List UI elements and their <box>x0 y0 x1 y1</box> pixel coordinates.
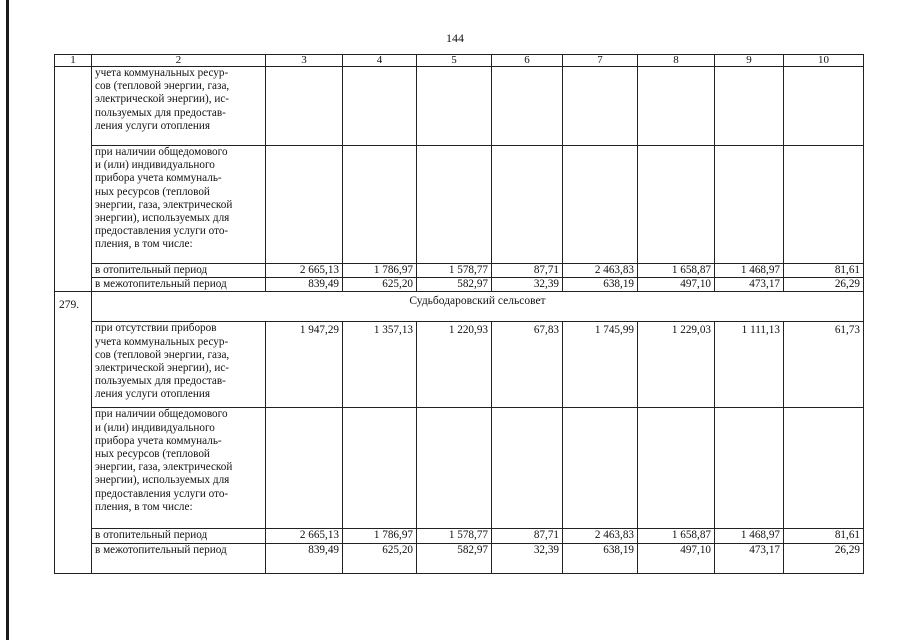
value-cell: 1 658,87 <box>638 264 715 278</box>
value-cell: 1 578,77 <box>417 264 492 278</box>
value-cell: 81,61 <box>784 529 864 543</box>
header-cell: 6 <box>492 55 563 67</box>
value-cell: 2 665,13 <box>266 264 343 278</box>
header-cell: 10 <box>784 55 864 67</box>
value-cell: 638,19 <box>563 278 638 292</box>
value-cell: 625,20 <box>343 543 417 573</box>
value-cell: 582,97 <box>417 278 492 292</box>
value-cell: 1 786,97 <box>343 264 417 278</box>
value-cell: 839,49 <box>266 543 343 573</box>
value-cell: 582,97 <box>417 543 492 573</box>
value-cell: 638,19 <box>563 543 638 573</box>
value-cell: 1 111,13 <box>715 322 784 408</box>
table-row <box>55 529 864 543</box>
value-cell: 87,71 <box>492 529 563 543</box>
value-cell: 2 665,13 <box>266 529 343 543</box>
value-cell: 87,71 <box>492 264 563 278</box>
section-title-row <box>55 292 864 322</box>
value-cell: 1 947,29 <box>266 322 343 408</box>
table-row <box>55 67 864 146</box>
header-cell: 4 <box>343 55 417 67</box>
header-cell: 8 <box>638 55 715 67</box>
value-cell: 32,39 <box>492 543 563 573</box>
value-cell: 497,10 <box>638 278 715 292</box>
value-cell: 625,20 <box>343 278 417 292</box>
value-cell: 2 463,83 <box>563 264 638 278</box>
header-cell: 7 <box>563 55 638 67</box>
value-cell: 26,29 <box>784 278 864 292</box>
value-cell: 1 357,13 <box>343 322 417 408</box>
value-cell: 473,17 <box>715 543 784 573</box>
row-label: при наличии общедомового и (или) индивидуального прибора учета коммуналь- ных ресурсов (тепловой энергии, газа, электрической энергии), используемых для предоставления услуги ото- пления, в том числе: <box>92 408 266 529</box>
value-cell: 32,39 <box>492 278 563 292</box>
section-title: Судьбодаровский сельсовет <box>92 292 864 322</box>
header-row <box>55 55 864 67</box>
value-cell: 1 220,93 <box>417 322 492 408</box>
table-row <box>55 146 864 264</box>
value-cell: 2 463,83 <box>563 529 638 543</box>
table-row <box>55 408 864 529</box>
header-cell: 9 <box>715 55 784 67</box>
row-number-cell <box>55 67 92 292</box>
row-label: в отопительный период <box>92 529 266 543</box>
row-label: в межотопительный период <box>92 278 266 292</box>
page-left-edge <box>6 0 9 640</box>
table-row <box>55 278 864 292</box>
row-label: в отопительный период <box>92 264 266 278</box>
value-cell: 1 468,97 <box>715 264 784 278</box>
value-cell: 1 786,97 <box>343 529 417 543</box>
value-cell: 1 578,77 <box>417 529 492 543</box>
value-cell: 1 745,99 <box>563 322 638 408</box>
value-cell: 839,49 <box>266 278 343 292</box>
value-cell: 1 658,87 <box>638 529 715 543</box>
header-cell: 2 <box>92 55 266 67</box>
header-cell: 5 <box>417 55 492 67</box>
value-cell: 1 468,97 <box>715 529 784 543</box>
row-label: при наличии общедомового и (или) индивидуального прибора учета коммуналь- ных ресурсов (тепловой энергии, газа, электрической энергии), используемых для предоставления услуги ото- пления, в том числе: <box>92 146 266 264</box>
table-row <box>55 543 864 573</box>
value-cell: 61,73 <box>784 322 864 408</box>
value-cell: 67,83 <box>492 322 563 408</box>
value-cell: 473,17 <box>715 278 784 292</box>
header-cell: 3 <box>266 55 343 67</box>
tariff-table <box>54 54 864 574</box>
value-cell: 81,61 <box>784 264 864 278</box>
page-number: 144 <box>446 31 464 45</box>
value-cell: 497,10 <box>638 543 715 573</box>
table-row <box>55 322 864 408</box>
header-cell: 1 <box>55 55 92 67</box>
value-cell: 26,29 <box>784 543 864 573</box>
value-cell: 1 229,03 <box>638 322 715 408</box>
row-number: 279. <box>55 292 92 573</box>
row-label: при отсутствии приборов учета коммунальных ресур- сов (тепловой энергии, газа, электрической энергии), ис- пользуемых для предостав- ления услуги отопления <box>92 322 266 408</box>
row-label: учета коммунальных ресур- сов (тепловой энергии, газа, электрической энергии), ис- пользуемых для предостав- ления услуги отопления <box>92 67 266 146</box>
table-row <box>55 264 864 278</box>
row-label: в межотопительный период <box>92 543 266 573</box>
